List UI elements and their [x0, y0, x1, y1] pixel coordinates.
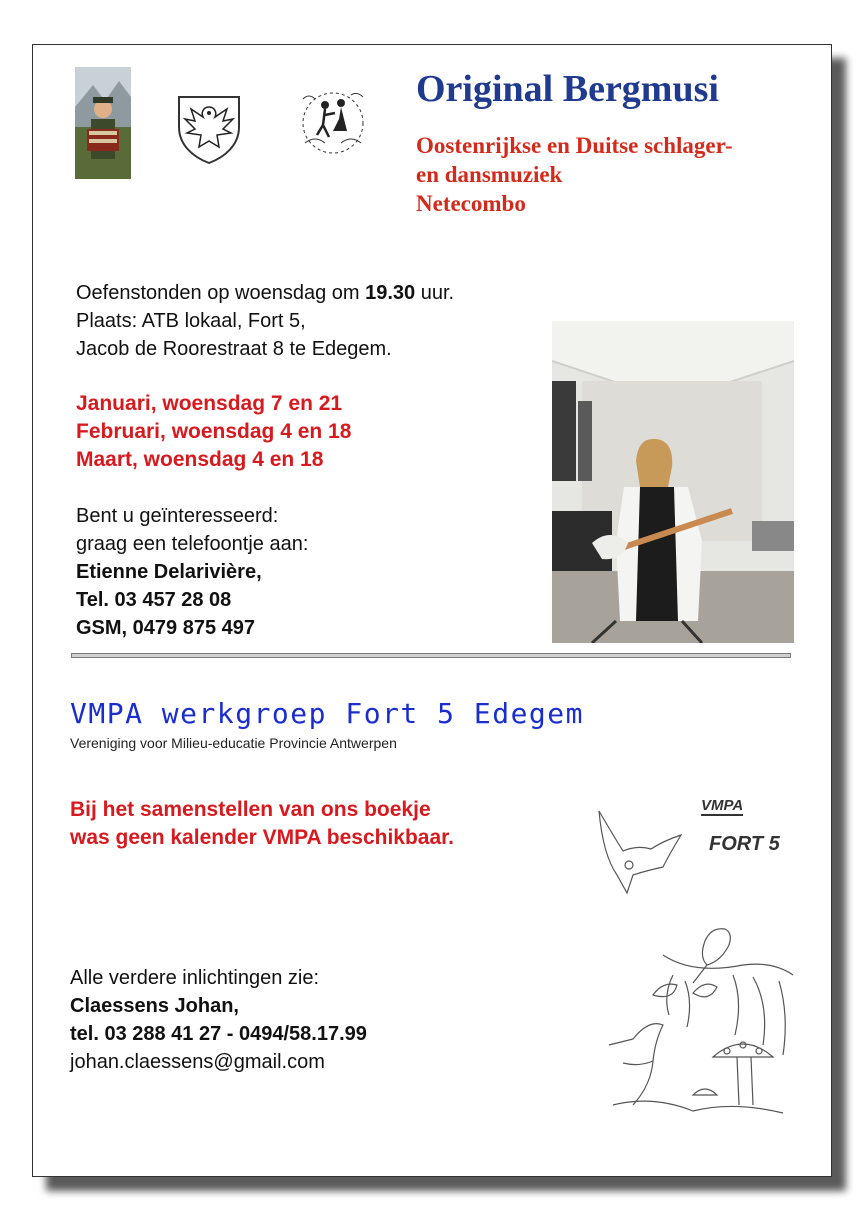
nature-drawing-illustration: [593, 805, 803, 1125]
date-line-2: Februari, woensdag 4 en 18: [76, 420, 352, 443]
section-divider: [71, 653, 791, 658]
contact2-name: Claessens Johan,: [70, 995, 239, 1017]
accordion-player-photo: [75, 67, 131, 179]
rehearsal-line-1: [76, 279, 454, 307]
rehearsal-suffix: uur.: [415, 282, 455, 304]
vmpa-notice: [70, 796, 454, 852]
vmpa-notice-line-2: was geen kalender VMPA beschikbaar.: [70, 826, 454, 849]
rehearsal-line-2: Plaats: ATB lokaal, Fort 5,: [76, 310, 306, 332]
rehearsal-line-3: Jacob de Roorestraat 8 te Edegem.: [76, 338, 392, 360]
subtitle: [416, 131, 733, 218]
contact2-email: johan.claessens@gmail.com: [70, 1051, 325, 1073]
date-line-3: Maart, woensdag 4 en 18: [76, 448, 324, 471]
contact2-line-1: Alle verdere inlichtingen zie:: [70, 967, 320, 989]
contact1-tel: Tel. 03 457 28 08: [76, 589, 232, 611]
vmpa-logo-text: VMPA: [701, 797, 744, 814]
contact1-name: Etienne Delarivière,: [76, 561, 262, 583]
rehearsal-info: [76, 279, 454, 363]
subtitle-line-2: en dansmuziek: [416, 162, 563, 187]
bass-player-photo: [552, 321, 794, 643]
rehearsal-time: 19.30: [365, 282, 416, 304]
flyer-page: [32, 44, 832, 1177]
rehearsal-prefix: Oefenstonden op woensdag om: [76, 282, 366, 304]
contact-etienne: [76, 502, 308, 642]
vmpa-title: VMPA werkgroep Fort 5 Edegem: [70, 697, 585, 730]
fort-5-label: FORT 5: [709, 833, 780, 855]
vmpa-subtitle: Vereniging voor Milieu-educatie Provincie Antwerpen: [70, 735, 397, 751]
page-title: Original Bergmusi: [416, 68, 719, 110]
contact1-line-1: Bent u geïnteresseerd:: [76, 505, 279, 527]
subtitle-line-1: Oostenrijkse en Duitse schlager-: [416, 133, 733, 158]
subtitle-line-3: Netecombo: [416, 191, 526, 216]
date-line-1: Januari, woensdag 7 en 21: [76, 392, 343, 415]
vmpa-notice-line-1: Bij het samenstellen van ons boekje: [70, 798, 431, 821]
eagle-coat-of-arms-icon: [173, 93, 245, 165]
contact-johan: [70, 964, 367, 1076]
contact1-gsm: GSM, 0479 875 497: [76, 617, 256, 639]
rehearsal-dates: [76, 390, 351, 474]
contact1-line-2: graag een telefoontje aan:: [76, 533, 309, 555]
contact2-tel: tel. 03 288 41 27 - 0494/58.17.99: [70, 1023, 367, 1045]
dancing-couple-emblem-icon: [295, 85, 371, 161]
